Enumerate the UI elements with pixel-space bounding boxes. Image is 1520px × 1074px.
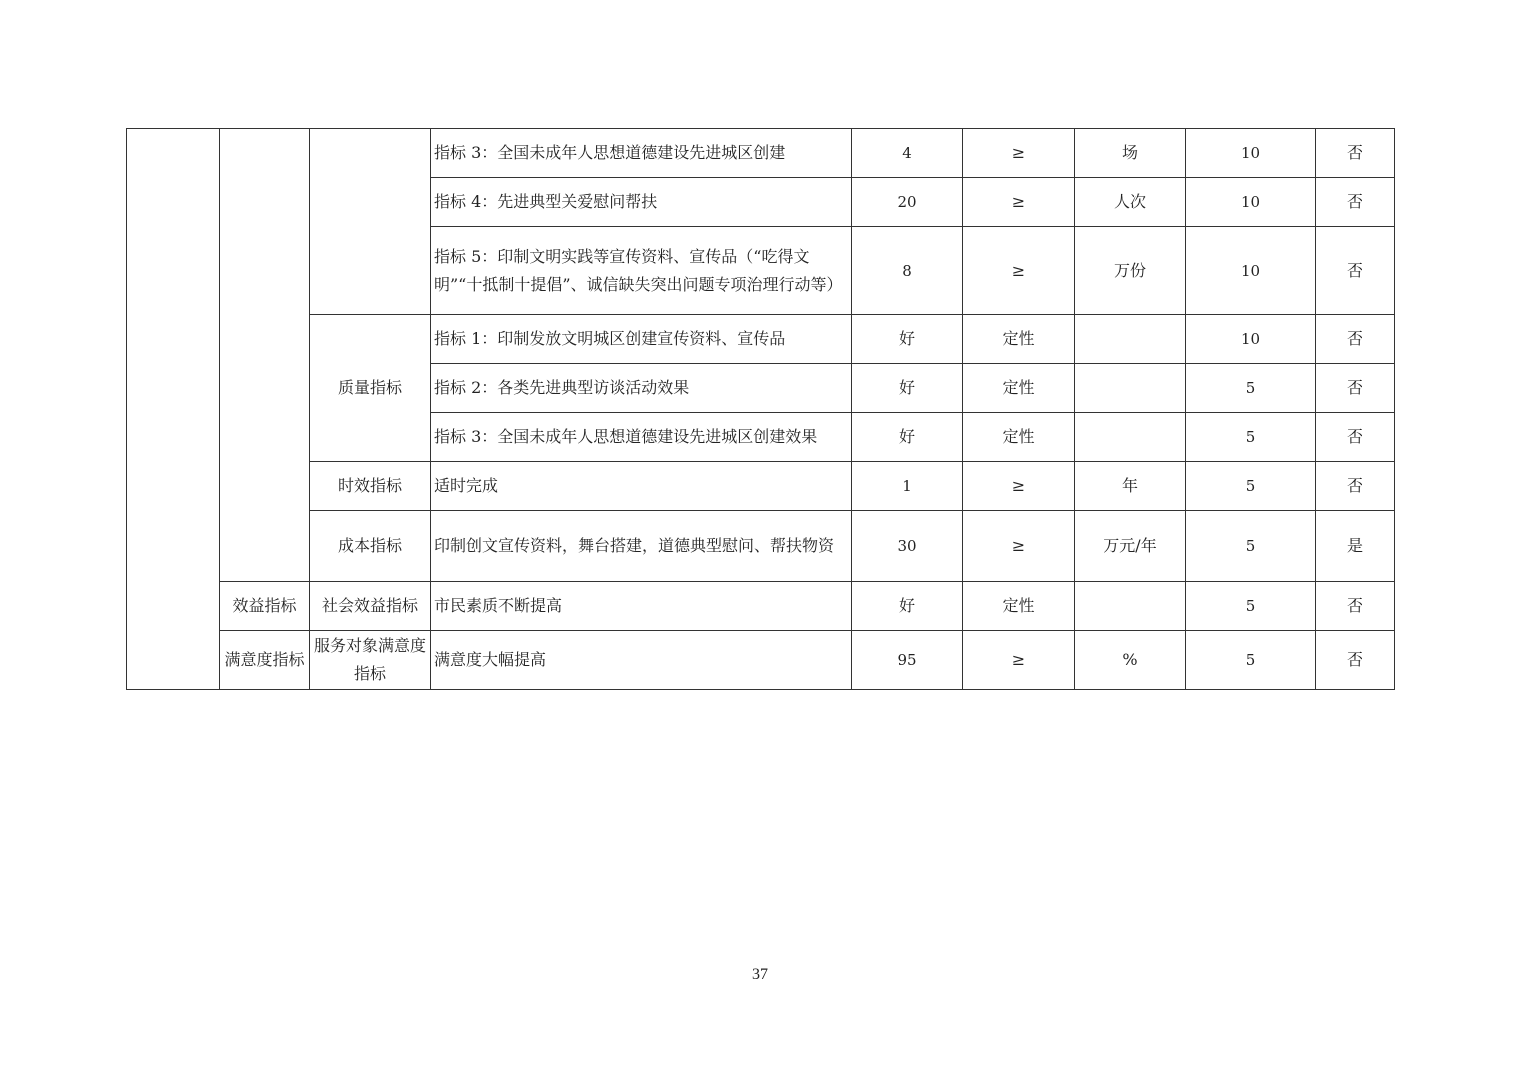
tertiary-category-cell <box>310 129 431 315</box>
secondary-category-cell <box>220 129 310 582</box>
target-value-cell: 95 <box>852 631 963 690</box>
indicator-cell: 指标 2：各类先进典型访谈活动效果 <box>431 364 852 413</box>
indicator-cell: 指标 3：全国未成年人思想道德建设先进城区创建效果 <box>431 413 852 462</box>
page-number: 37 <box>752 966 768 983</box>
core-flag-cell: 是 <box>1316 511 1395 582</box>
operator-cell: 定性 <box>963 413 1075 462</box>
indicator-cell: 指标 1：印制发放文明城区创建宣传资料、宣传品 <box>431 315 852 364</box>
indicator-cell: 指标 3：全国未成年人思想道德建设先进城区创建 <box>431 129 852 178</box>
unit-cell: 年 <box>1075 462 1186 511</box>
score-cell: 5 <box>1186 413 1316 462</box>
indicator-cell: 指标 5：印制文明实践等宣传资料、宣传品（“吃得文明”“十抵制十提倡”、诚信缺失突出问题专项治理行动等） <box>431 227 852 315</box>
core-flag-cell: 否 <box>1316 227 1395 315</box>
unit-cell: % <box>1075 631 1186 690</box>
table-row <box>127 129 1395 178</box>
timeliness-indicator-label: 时效指标 <box>310 462 431 511</box>
indicator-cell: 印制创文宣传资料，舞台搭建，道德典型慰问、帮扶物资 <box>431 511 852 582</box>
score-cell: 10 <box>1186 315 1316 364</box>
indicator-cell: 适时完成 <box>431 462 852 511</box>
indicator-cell: 指标 4：先进典型关爱慰问帮扶 <box>431 178 852 227</box>
indicator-cell: 满意度大幅提高 <box>431 631 852 690</box>
operator-cell: ≥ <box>963 511 1075 582</box>
score-cell: 10 <box>1186 227 1316 315</box>
target-value-cell: 1 <box>852 462 963 511</box>
unit-cell <box>1075 364 1186 413</box>
score-cell: 5 <box>1186 462 1316 511</box>
target-value-cell: 好 <box>852 315 963 364</box>
score-cell: 5 <box>1186 364 1316 413</box>
score-cell: 10 <box>1186 178 1316 227</box>
table-row <box>127 582 1395 631</box>
score-cell: 5 <box>1186 631 1316 690</box>
unit-cell <box>1075 413 1186 462</box>
target-value-cell: 好 <box>852 413 963 462</box>
operator-cell: ≥ <box>963 178 1075 227</box>
core-flag-cell: 否 <box>1316 462 1395 511</box>
core-flag-cell: 否 <box>1316 315 1395 364</box>
satisfaction-indicator-label: 满意度指标 <box>220 631 310 690</box>
score-cell: 5 <box>1186 511 1316 582</box>
table-row <box>127 462 1395 511</box>
unit-cell: 万元/年 <box>1075 511 1186 582</box>
service-satisfaction-indicator-label: 服务对象满意度指标 <box>310 631 431 690</box>
core-flag-cell: 否 <box>1316 582 1395 631</box>
table-row <box>127 315 1395 364</box>
core-flag-cell: 否 <box>1316 129 1395 178</box>
target-value-cell: 好 <box>852 364 963 413</box>
score-cell: 5 <box>1186 582 1316 631</box>
unit-cell: 万份 <box>1075 227 1186 315</box>
core-flag-cell: 否 <box>1316 413 1395 462</box>
table-row <box>127 631 1395 690</box>
core-flag-cell: 否 <box>1316 364 1395 413</box>
benefit-indicator-label: 效益指标 <box>220 582 310 631</box>
unit-cell <box>1075 582 1186 631</box>
target-value-cell: 好 <box>852 582 963 631</box>
unit-cell: 场 <box>1075 129 1186 178</box>
score-cell: 10 <box>1186 129 1316 178</box>
target-value-cell: 8 <box>852 227 963 315</box>
target-value-cell: 4 <box>852 129 963 178</box>
operator-cell: ≥ <box>963 227 1075 315</box>
core-flag-cell: 否 <box>1316 178 1395 227</box>
target-value-cell: 20 <box>852 178 963 227</box>
primary-category-cell <box>127 129 220 690</box>
target-value-cell: 30 <box>852 511 963 582</box>
operator-cell: ≥ <box>963 631 1075 690</box>
operator-cell: 定性 <box>963 364 1075 413</box>
unit-cell <box>1075 315 1186 364</box>
operator-cell: 定性 <box>963 582 1075 631</box>
operator-cell: ≥ <box>963 462 1075 511</box>
unit-cell: 人次 <box>1075 178 1186 227</box>
performance-indicator-table <box>126 128 1395 690</box>
operator-cell: ≥ <box>963 129 1075 178</box>
cost-indicator-label: 成本指标 <box>310 511 431 582</box>
table-row <box>127 511 1395 582</box>
indicator-cell: 市民素质不断提高 <box>431 582 852 631</box>
core-flag-cell: 否 <box>1316 631 1395 690</box>
social-benefit-indicator-label: 社会效益指标 <box>310 582 431 631</box>
operator-cell: 定性 <box>963 315 1075 364</box>
quality-indicator-label: 质量指标 <box>310 315 431 462</box>
